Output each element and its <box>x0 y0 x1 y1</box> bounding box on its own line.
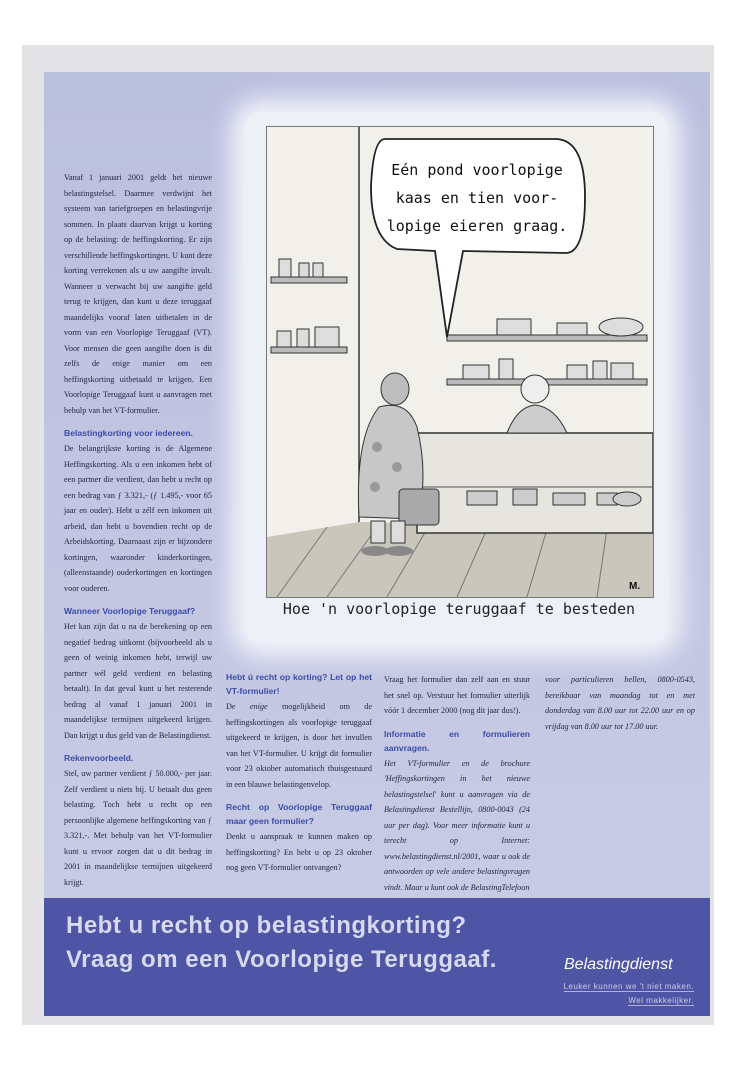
cartoon-caption: Hoe 'n voorlopige teruggaaf te besteden <box>282 600 636 618</box>
text-run: De <box>226 702 250 711</box>
bottom-banner <box>44 898 710 1016</box>
paragraph-informatie: Het VT-formulier en de brochure 'Heffingskortingen in het nieuwe belastingstelsel' kunt u aanvragen via de Belastingdienst Bestellijn, 0800-0043 (24 uur per dag). Voor meer informatie kunt u terecht op Internet: www.belastingdienst.nl/2001, waar u ook de antwoorden op vele andere belastingvragen vindt. Maar u kunt ook de BelastingTelefoon <box>384 758 530 892</box>
column-2 <box>226 670 372 876</box>
brand-logo: Belastingdienst <box>564 956 673 973</box>
cartoon-drawing <box>267 127 653 597</box>
banner-headline-1: Hebt u recht op belastingkorting? <box>66 912 467 939</box>
heading-rekenvoorbeeld: Rekenvoorbeeld. <box>64 753 134 763</box>
heading-belastingkorting: Belastingkorting voor iedereen. <box>64 428 193 438</box>
heading-vt-formulier: Hebt ú recht op korting? Let op het VT-formulier! <box>226 672 372 696</box>
paragraph-geen-formulier: Denkt u aanspraak te kunnen maken op heffingskorting? En hebt u op 23 oktober nog geen VT-formulier ontvangen? <box>226 832 372 872</box>
slogan-line-2: Wel makkelijker. <box>628 996 694 1005</box>
speech-line-3: lopige eieren graag. <box>386 217 568 235</box>
heading-wanneer: Wanneer Voorlopige Teruggaaf? <box>64 606 196 616</box>
text-run: mogelijkheid om de heffingskortingen als voorlopige teruggaaf uitgekeerd te krijgen, is door het invullen van het VT-formulier. U krijgt dit formulier voor 23 oktober automatisch thuisgestuurd in een blauwe belastingenvelop. <box>226 702 372 789</box>
column-3 <box>384 672 530 895</box>
heading-informatie: Informatie en formulieren aanvragen. <box>384 728 530 753</box>
column-4 <box>545 672 695 734</box>
column-1 <box>64 170 212 890</box>
speech-line-2: kaas en tien voor- <box>395 189 559 207</box>
banner-headline-2: Vraag om een Voorlopige Teruggaaf. <box>66 946 497 973</box>
cartoon-illustration <box>266 126 654 598</box>
speech-line-1: Eén pond voorlopige <box>391 161 563 179</box>
emphasis-enige: enige <box>249 702 268 711</box>
paragraph-aanvragen: Vraag het formulier dan zelf aan en stuur het snel op. Verstuur het formulier uiterlijk vóór 1 december 2000 (nog dit jaar dus!). <box>384 675 530 715</box>
cartoon-signature: M. <box>629 581 641 592</box>
paragraph-telefoon: voor particulieren bellen, 0800-0543, bereikbaar van maandag tot en met donderdag van 8.00 uur tot 22.00 uur en op vrijdag van 8.00 uur tot 17.00 uur. <box>545 675 695 731</box>
paragraph-belastingkorting: De belangrijkste korting is de Algemene Heffingskorting. Als u een inkomen hebt of een partner die verdient, dan hebt u recht op een bedrag van ƒ 3.321,- (ƒ 1.495,- voor 65 jaar en ouder). Hebt u zélf een inkomen uit arbeid, dan hebt u bovendien recht op de Arbeidskorting. Daarnaast zijn er bijzondere kortingen, waaronder kinderkortingen, (alleenstaande) ouderkortingen en kortingen voor ouderen. <box>64 444 212 593</box>
intro-paragraph: Vanaf 1 januari 2001 geldt het nieuwe belastingstelsel. Daarmee verdwijnt het systeem van tariefgroepen en belastingvrije sommen. In plaats daarvan krijgt u korting op de belasting: de heffingskorting. Er zijn verschillende heffingskortingen. U kunt deze korting verrekenen als u uw aangifte invult. Wanneer u verwacht bij uw aangifte geld terug te krijgen, dan kunt u deze teruggaaf maandelijks vooraf laten uitbetalen in de vorm van een Voorlopige Teruggaaf (VT). Voor mensen die geen aangifte doen is dit zelfs de enige manier om een heffingskorting uitbetaald te krijgen. Een Voorlopige Teruggaaf kunt u aanvragen met behulp van het VT-formulier. <box>64 173 212 415</box>
paragraph-vt-formulier <box>226 699 372 792</box>
paragraph-rekenvoorbeeld: Stel, uw partner verdient ƒ 50.000,- per jaar. Zelf verdient u niets bij. U betaalt dus geen belasting. Toch hebt u recht op een persoonlijke algemene heffingskorting van ƒ 3.321,-. Met behulp van het VT-formulier kunt u ervoor zorgen dat u dit bedrag in 2001 in maandelijkse termijnen uitgekeerd krijgt. <box>64 769 212 887</box>
slogan-line-1: Leuker kunnen we 't niet maken. <box>563 982 694 991</box>
heading-geen-formulier: Recht op Voorlopige Teruggaaf maar geen formulier? <box>226 802 372 826</box>
paragraph-wanneer: Het kan zijn dat u na de berekening op een negatief bedrag uitkomt (bijvoorbeeld als u geen of weinig inkomen hebt, terwijl uw partner wél geld verdient en belasting betaalt). In dat geval kunt u het resterende bedrag al vanaf 1 januari 2001 in maandelijkse termijnen uitgekeerd krijgen. Dan krijgt u dus geld van de Belastingdienst. <box>64 622 212 740</box>
